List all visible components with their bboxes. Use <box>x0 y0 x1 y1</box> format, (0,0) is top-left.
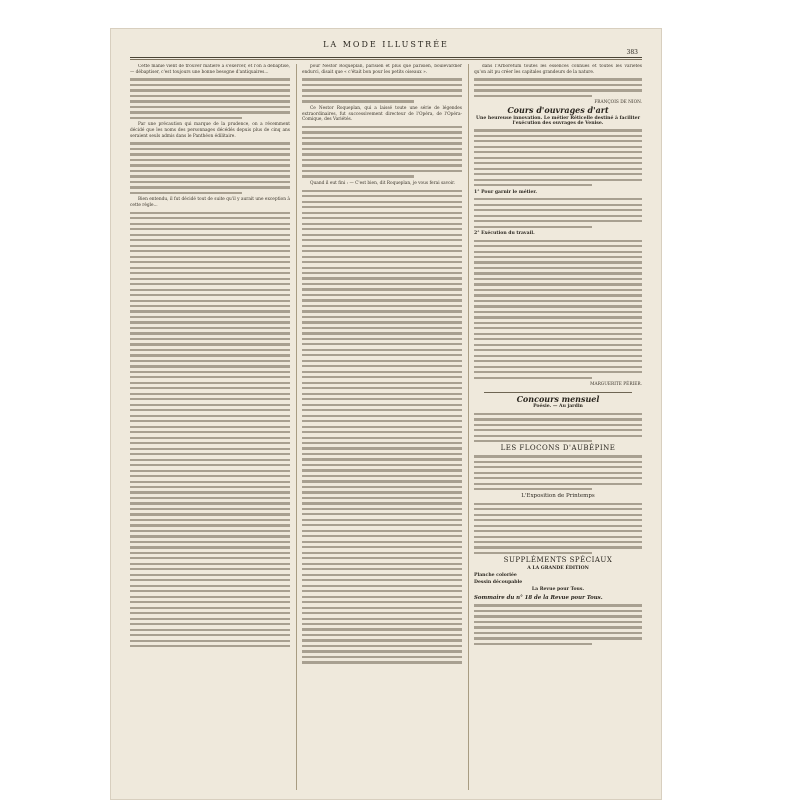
header-rule <box>130 57 642 58</box>
text-block <box>474 240 642 379</box>
text-block <box>474 503 642 555</box>
author-signature: FRANÇOIS DE NION. <box>594 100 642 106</box>
page-number: 383 <box>626 49 638 56</box>
item-heading: 1° Pour garnir le métier. <box>474 189 537 195</box>
text-block <box>302 126 462 178</box>
text-block <box>130 142 290 194</box>
text-block <box>302 190 462 664</box>
supplement-line: La Revue pour Tous. <box>531 587 585 593</box>
section-subheading: Poésie. — Au jardin <box>533 404 583 410</box>
newspaper-page <box>110 28 662 800</box>
text-block <box>130 212 290 647</box>
column-3 <box>474 64 642 790</box>
supplement-line: Dessin découpable <box>474 580 523 586</box>
text-block <box>474 413 642 443</box>
item-heading: 2° Exécution du travail. <box>474 231 535 237</box>
paragraph: Par une précaution qui marque de la prudence, on a récemment décidé que les noms des personnages décédés depuis plus de cinq ans seraient seuls admis dans le Panthéon édilitaire. <box>130 122 290 139</box>
paragraph: Quand il eut fini : — C'est bien, dit Roqueplan, je vous ferai savoir. <box>310 180 456 186</box>
section-heading: Cours d'ouvrages d'art <box>507 105 609 116</box>
text-block <box>302 78 462 102</box>
supplement-line: Planche coloriée <box>474 572 517 578</box>
text-block <box>474 78 642 97</box>
column-2 <box>302 64 462 790</box>
section-heading: Concours mensuel <box>516 393 600 404</box>
section-subheading: A LA GRANDE ÉDITION <box>527 565 589 571</box>
paragraph: Cette manie vient de trouver matière à s'exercer, et l'on a débaptisé, — débaptiser, c'est toujours une bonne besogne d'antiquaires... <box>130 64 290 75</box>
paragraph: pour Nestor Roqueplan, parisien et plus que parisien, boulevardier endurci, disait que « c'était bon pour les petits oiseaux ». <box>302 64 462 75</box>
section-heading: L'Exposition de Printemps <box>521 492 595 499</box>
text-block <box>474 455 642 490</box>
text-block <box>474 604 642 645</box>
section-heading: SUPPLÉMENTS SPÉCIAUX <box>503 556 613 565</box>
text-block <box>474 198 642 228</box>
paragraph: Ce Nestor Roqueplan, qui a laissé toute une série de légendes extraordinaires, fut successivement directeur de l'Opéra, de l'Opéra-Comique, des Variétés. <box>302 105 462 123</box>
column-1 <box>130 64 290 790</box>
divider <box>484 392 632 393</box>
paragraph: Bien entendu, il fut décidé tout de suite qu'il y aurait une exception à cette règle... <box>130 197 290 208</box>
text-block <box>130 78 290 119</box>
header-rule-thin <box>130 59 642 60</box>
column-separator <box>296 64 297 790</box>
masthead <box>110 40 662 58</box>
section-subheading: Une heureuse innovation. Le métier Réticelle destiné à faciliter l'exécution des ouvrages de Venise. <box>475 115 641 126</box>
author-signature: MARGUERITE PÉRIER. <box>590 382 642 388</box>
text-block <box>474 129 642 186</box>
section-heading: LES FLOCONS D'AUBÉPINE <box>500 444 616 453</box>
column-separator <box>468 64 469 790</box>
masthead-title: LA MODE ILLUSTRÉE <box>323 40 449 49</box>
sommaire-heading: Sommaire du n° 18 de la Revue pour Tous. <box>474 594 603 601</box>
paragraph: dans l'Arboretum toutes les essences connues et toutes les variétés qu'on ait pu créer les capitales grandeurs de la nature. <box>474 64 642 75</box>
